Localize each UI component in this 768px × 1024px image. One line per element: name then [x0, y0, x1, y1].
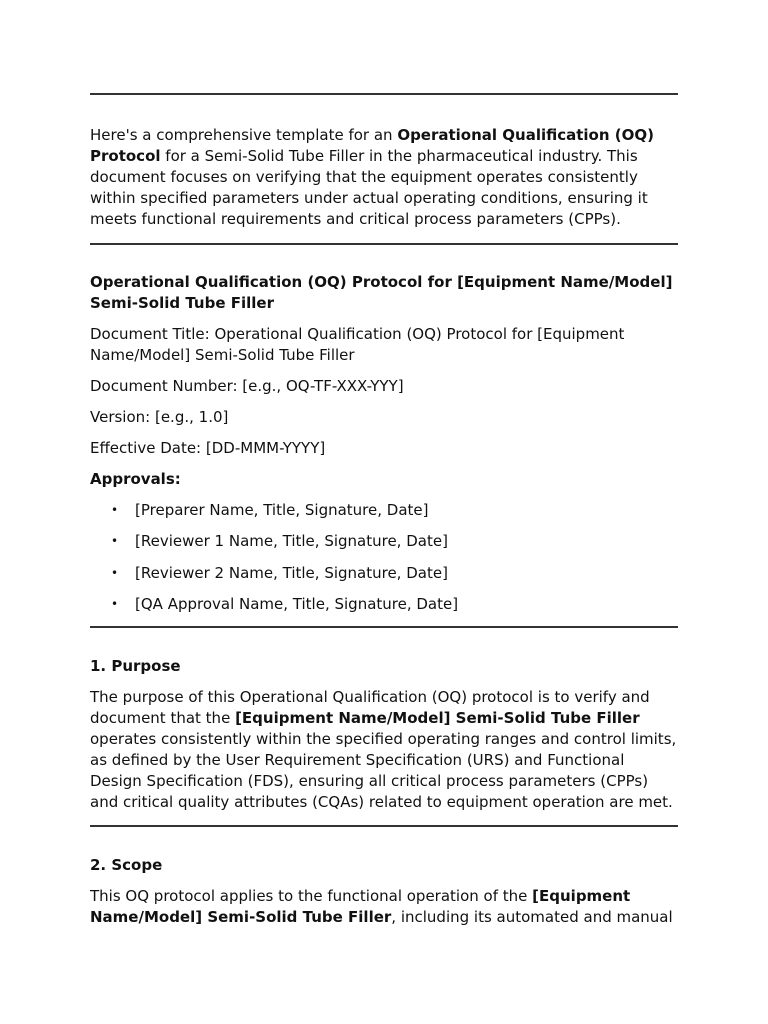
intro-text-start: Here's a comprehensive template for an — [90, 126, 398, 144]
approval-text: [QA Approval Name, Title, Signature, Date] — [135, 595, 459, 613]
document-heading: Operational Qualification (OQ) Protocol for [Equipment Name/Model] Semi-Solid Tube Filler — [90, 273, 673, 312]
divider-top — [90, 93, 678, 95]
approvals-label: Approvals: — [90, 470, 181, 488]
approval-item-preparer — [90, 500, 678, 521]
divider-after-purpose — [90, 825, 678, 827]
approval-item-qa — [90, 594, 678, 615]
approval-item-reviewer-1 — [90, 531, 678, 552]
approval-text: [Reviewer 2 Name, Title, Signature, Date] — [135, 564, 448, 582]
bullet-icon: • — [111, 534, 119, 548]
document-page — [90, 93, 678, 928]
purpose-text-start: The purpose of this Operational Qualification (OQ) protocol is to verify and document that the — [90, 688, 650, 727]
approvals-list — [90, 500, 678, 615]
document-number-field: Document Number: [e.g., OQ-TF-XXX-YYY] — [90, 377, 404, 395]
bullet-icon: • — [111, 597, 119, 611]
scope-heading: 2. Scope — [90, 856, 163, 874]
bullet-icon: • — [111, 503, 119, 517]
intro-paragraph — [90, 125, 678, 230]
purpose-bold-equipment: [Equipment Name/Model] Semi-Solid Tube Filler — [235, 709, 640, 727]
approval-text: [Reviewer 1 Name, Title, Signature, Date] — [135, 532, 448, 550]
divider-after-intro — [90, 243, 678, 245]
document-title-field: Document Title: Operational Qualification (OQ) Protocol for [Equipment Name/Model] Semi-Solid Tube Filler — [90, 325, 625, 364]
version-field: Version: [e.g., 1.0] — [90, 408, 229, 426]
effective-date-field: Effective Date: [DD-MMM-YYYY] — [90, 439, 326, 457]
approval-item-reviewer-2 — [90, 563, 678, 584]
approval-text: [Preparer Name, Title, Signature, Date] — [135, 501, 429, 519]
scope-paragraph — [90, 886, 678, 928]
scope-bold-equipment: [Equipment Name/Model] Semi-Solid Tube Filler — [90, 887, 631, 926]
scope-text-start: This OQ protocol applies to the functional operation of the — [90, 887, 533, 905]
purpose-text-end: operates consistently within the specified operating ranges and control limits, as defined by the User Requirement Specification (URS) and Functional Design Specification (FDS), ensuring all critical process parameters (CPPs) and critical quality attributes (CQAs) related to equipment operation are met. — [90, 730, 677, 811]
intro-text-end: for a Semi-Solid Tube Filler in the pharmaceutical industry. This document focuses on verifying that the equipment operates consistently within specified parameters under actual operating conditions, ensuring it meets functional requirements and critical process parameters (CPPs). — [90, 147, 648, 228]
purpose-heading: 1. Purpose — [90, 657, 181, 675]
scope-text-end: , including its automated and manual — [391, 908, 673, 926]
divider-after-approvals — [90, 626, 678, 628]
purpose-paragraph — [90, 687, 678, 813]
bullet-icon: • — [111, 566, 119, 580]
intro-bold-protocol: Operational Qualification (OQ) Protocol — [90, 126, 654, 165]
